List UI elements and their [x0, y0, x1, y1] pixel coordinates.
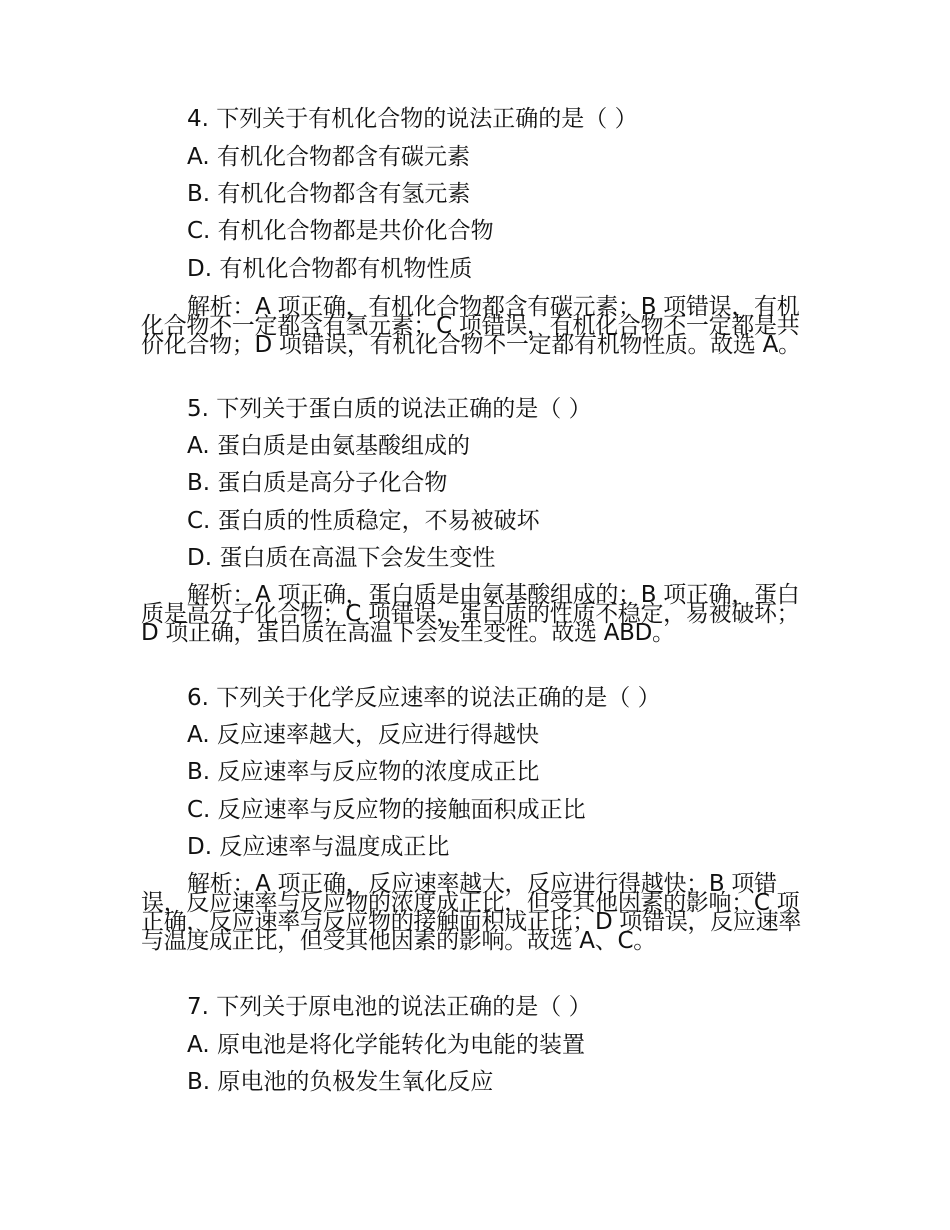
question-4-option-d: D. 有机化合物都有机物性质	[187, 256, 473, 282]
question-5-option-d: D. 蛋白质在高温下会发生变性	[187, 545, 496, 571]
question-6-option-d: D. 反应速率与温度成正比	[187, 834, 450, 860]
question-4-stem: 4. 下列关于有机化合物的说法正确的是（ ）	[187, 106, 638, 132]
question-7-option-a: A. 原电池是将化学能转化为电能的装置	[187, 1032, 585, 1058]
question-5-stem: 5. 下列关于蛋白质的说法正确的是（ ）	[187, 396, 592, 422]
question-6-option-b: B. 反应速率与反应物的浓度成正比	[187, 759, 540, 785]
question-5-option-c: C. 蛋白质的性质稳定，不易被破坏	[187, 508, 540, 534]
question-4-option-c: C. 有机化合物都是共价化合物	[187, 218, 494, 244]
question-4-option-b: B. 有机化合物都含有氢元素	[187, 181, 471, 207]
question-5-analysis: 解析：A 项正确，蛋白质是由氨基酸组成的；B 项正确，蛋白质是高分子化合物；C 项错误，蛋白质的性质不稳定，易被破坏；D 项正确，蛋白质在高温下会发生变性。故选 ABD。	[141, 582, 800, 646]
question-5-option-b: B. 蛋白质是高分子化合物	[187, 470, 448, 496]
question-6-option-a: A. 反应速率越大，反应进行得越快	[187, 722, 539, 748]
question-6-stem: 6. 下列关于化学反应速率的说法正确的是（ ）	[187, 685, 661, 711]
question-4-option-a: A. 有机化合物都含有碳元素	[187, 144, 470, 170]
question-5-option-a: A. 蛋白质是由氨基酸组成的	[187, 433, 470, 459]
question-6-option-c: C. 反应速率与反应物的接触面积成正比	[187, 797, 586, 823]
question-6-analysis: 解析：A 项正确，反应速率越大，反应进行得越快；B 项错误，反应速率与反应物的浓度成正比，但受其他因素的影响；C 项正确，反应速率与反应物的接触面积成正比；D 项错误，反应速率与温度成正比，但受其他因素的影响。故选 A、C。	[141, 871, 802, 954]
question-7-option-b: B. 原电池的负极发生氧化反应	[187, 1069, 494, 1095]
question-4-analysis: 解析：A 项正确，有机化合物都含有碳元素；B 项错误，有机化合物不一定都含有氢元素；C 项错误，有机化合物不一定都是共价化合物；D 项错误，有机化合物不一定都有机物性质。故选 A。	[141, 294, 801, 358]
question-7-stem: 7. 下列关于原电池的说法正确的是（ ）	[187, 994, 592, 1020]
